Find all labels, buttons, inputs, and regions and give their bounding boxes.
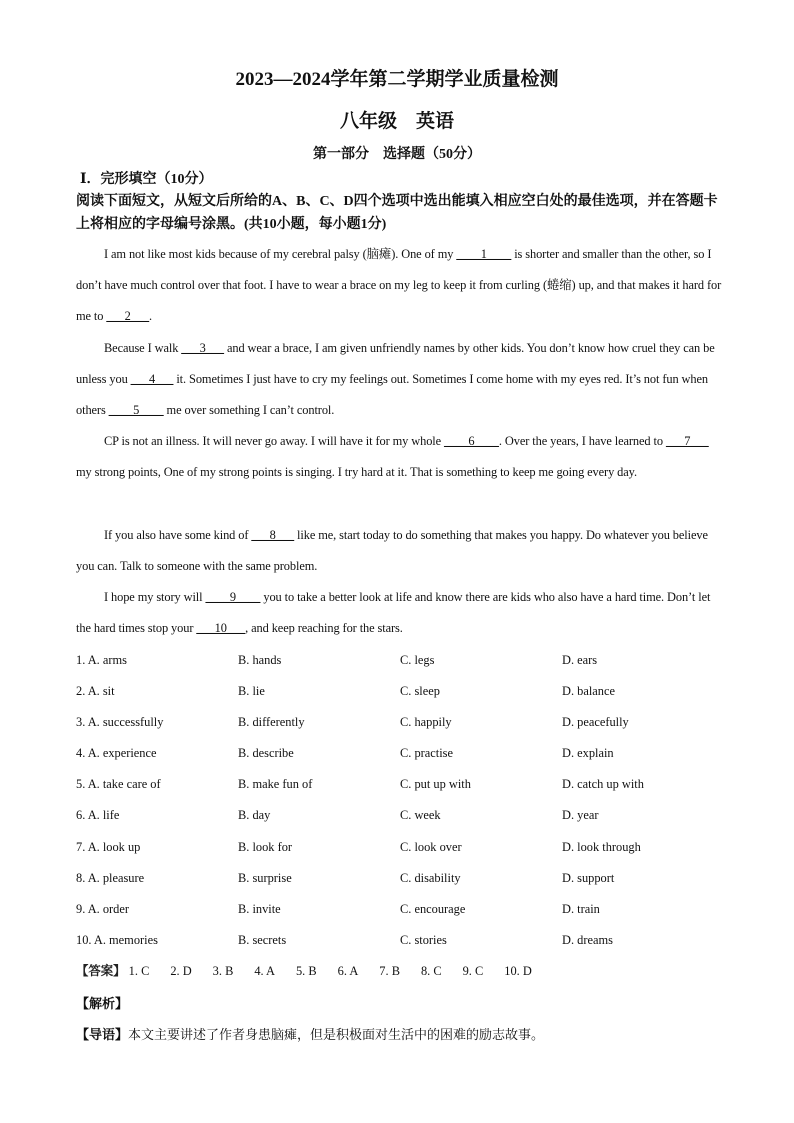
blank-2: ___2___ bbox=[106, 309, 150, 323]
option-choice: 3. A. successfully bbox=[76, 715, 164, 730]
blank-7: ___7___ bbox=[665, 434, 709, 448]
option-choice: D. dreams bbox=[562, 932, 613, 947]
passage-text: and wear a brace, I am given unfriendly names by other kids. You don’t know how cruel they can be unless you bbox=[76, 341, 715, 386]
passage-text: If you also have some kind of bbox=[104, 528, 252, 542]
option-choice: D. explain bbox=[562, 746, 614, 761]
option-row bbox=[76, 863, 726, 894]
blank-9: ____9____ bbox=[205, 590, 261, 604]
option-choice: D. ears bbox=[562, 653, 598, 667]
option-choice: 2. A. sit bbox=[76, 684, 115, 699]
passage-text: me over something I can’t control. bbox=[163, 403, 335, 417]
option-choice: D. train bbox=[562, 901, 600, 916]
option-choice: B. hands bbox=[238, 653, 282, 667]
option-row bbox=[76, 738, 726, 769]
guide-line bbox=[76, 1019, 544, 1050]
answer-item: 9. C bbox=[462, 964, 484, 978]
option-choice: 7. A. look up bbox=[76, 839, 141, 854]
option-choice: C. legs bbox=[400, 653, 435, 667]
answer-item: 3. B bbox=[212, 964, 234, 978]
passage-text: I am not like most kids because of my cerebral palsy (脑瘫). One of my bbox=[104, 247, 457, 261]
passage-text: like me, start today to do something that makes you happy. Do whatever you believe you can. Talk to someone with the same problem. bbox=[76, 528, 708, 573]
option-choice: D. catch up with bbox=[562, 777, 644, 792]
option-row bbox=[76, 645, 726, 676]
option-choice: B. lie bbox=[238, 684, 265, 699]
passage-paragraph-1 bbox=[76, 239, 724, 332]
option-choice: 4. A. experience bbox=[76, 746, 157, 761]
option-row bbox=[76, 707, 726, 738]
option-choice: 1. A. arms bbox=[76, 653, 127, 667]
answer-line bbox=[76, 956, 553, 987]
option-choice: B. surprise bbox=[238, 870, 292, 885]
option-choice: D. peacefully bbox=[562, 715, 629, 730]
option-choice: D. balance bbox=[562, 684, 615, 699]
answer-item: 1. C bbox=[128, 964, 150, 978]
option-choice: C. practise bbox=[400, 746, 453, 761]
answer-item: 8. C bbox=[420, 964, 442, 978]
option-choice: C. week bbox=[400, 808, 441, 823]
answer-item: 4. A bbox=[254, 964, 275, 978]
option-choice: C. happily bbox=[400, 715, 452, 730]
option-choice: 6. A. life bbox=[76, 808, 120, 823]
option-choice: B. make fun of bbox=[238, 777, 313, 792]
option-choice: B. invite bbox=[238, 901, 281, 916]
answer-tag: 【答案】 bbox=[76, 964, 126, 978]
blank-4: ___4___ bbox=[130, 372, 174, 386]
passage-text: it. Sometimes I just have to cry my feelings out. Sometimes I come home with my eyes red. It’s not fun when others bbox=[76, 372, 708, 417]
blank-3: ___3___ bbox=[181, 341, 224, 355]
answer-item: 5. B bbox=[295, 964, 317, 978]
option-choice: B. describe bbox=[238, 746, 294, 761]
analysis-tag: 【解析】 bbox=[76, 996, 129, 1011]
passage-text: , and keep reaching for the stars. bbox=[245, 621, 403, 635]
option-row bbox=[76, 769, 726, 800]
answer-item: 2. D bbox=[170, 964, 192, 978]
option-choice: C. look over bbox=[400, 839, 462, 854]
passage-text: Because I walk bbox=[104, 341, 182, 355]
answer-items bbox=[129, 964, 553, 978]
option-choice: C. stories bbox=[400, 932, 447, 947]
answer-item: 10. D bbox=[504, 964, 532, 978]
exam-title: 2023—2024学年第二学期学业质量检测 bbox=[235, 69, 559, 90]
blank-6: ____6____ bbox=[444, 434, 499, 448]
option-choice: D. look through bbox=[562, 839, 641, 854]
passage-text: you to take a better look at life and know there are kids who also have a hard time. Don’t let the hard times stop your bbox=[76, 590, 711, 635]
passage-text: . Over the years, I have learned to bbox=[498, 434, 666, 448]
option-row bbox=[76, 800, 726, 831]
option-choice: C. encourage bbox=[400, 901, 466, 916]
guide-text: 本文主要讲述了作者身患脑瘫，但是积极面对生活中的困难的励志故事。 bbox=[128, 1027, 545, 1042]
option-choice: C. sleep bbox=[400, 684, 440, 699]
passage-text: my strong points, One of my strong points is singing. I try hard at it. That is something to keep me going every day. bbox=[76, 465, 637, 479]
option-choice: 10. A. memories bbox=[76, 932, 158, 947]
answer-item: 6. A bbox=[337, 964, 359, 978]
option-choice: C. disability bbox=[400, 870, 461, 885]
option-choice: D. support bbox=[562, 870, 615, 885]
part-title: 第一部分 选择题（50分） bbox=[313, 147, 481, 162]
option-row bbox=[76, 676, 726, 707]
passage-paragraph-4 bbox=[76, 520, 724, 582]
answer-item: 7. B bbox=[379, 964, 400, 978]
passage-text: CP is not an illness. It will never go away. I will have it for my whole bbox=[104, 434, 445, 448]
section-instruction: 阅读下面短文，从短文后所给的A、B、C、D四个选项中选出能填入相应空白处的最佳选项，并在答题卡上将相应的字母编号涂黑。(共10小题，每小题1分) bbox=[76, 194, 718, 232]
option-row bbox=[76, 894, 726, 925]
options-list bbox=[76, 645, 726, 956]
guide-tag: 【导语】 bbox=[76, 1027, 129, 1042]
option-choice: 8. A. pleasure bbox=[76, 870, 145, 885]
option-choice: B. look for bbox=[238, 839, 293, 854]
passage-text: is shorter and smaller than the other, so I don’t have much control over that foot. I have to wear a brace on my leg to keep it from curling (蜷缩) up, and that makes it hard for me to bbox=[76, 247, 722, 323]
passage-paragraph-2 bbox=[76, 333, 724, 426]
passage-text: . bbox=[149, 309, 153, 323]
option-choice: D. year bbox=[562, 808, 599, 823]
passage-paragraph-3 bbox=[76, 426, 724, 488]
blank-5: ____5____ bbox=[108, 403, 164, 417]
option-row bbox=[76, 832, 726, 863]
passage-text: I hope my story will bbox=[104, 590, 206, 604]
option-choice: B. secrets bbox=[238, 932, 287, 947]
option-choice: B. day bbox=[238, 808, 271, 823]
option-choice: C. put up with bbox=[400, 777, 471, 792]
option-choice: 9. A. order bbox=[76, 901, 129, 916]
blank-8: ___8___ bbox=[251, 528, 295, 542]
blank-1: ____1____ bbox=[456, 247, 512, 261]
blank-10: ___10___ bbox=[196, 621, 246, 635]
section-title: Ⅰ．完形填空（10分） bbox=[80, 172, 213, 187]
option-choice: 5. A. take care of bbox=[76, 777, 161, 792]
passage-paragraph-5 bbox=[76, 582, 724, 644]
option-choice: B. differently bbox=[238, 715, 305, 730]
grade-subject: 八年级 英语 bbox=[339, 111, 454, 132]
option-row bbox=[76, 925, 726, 956]
